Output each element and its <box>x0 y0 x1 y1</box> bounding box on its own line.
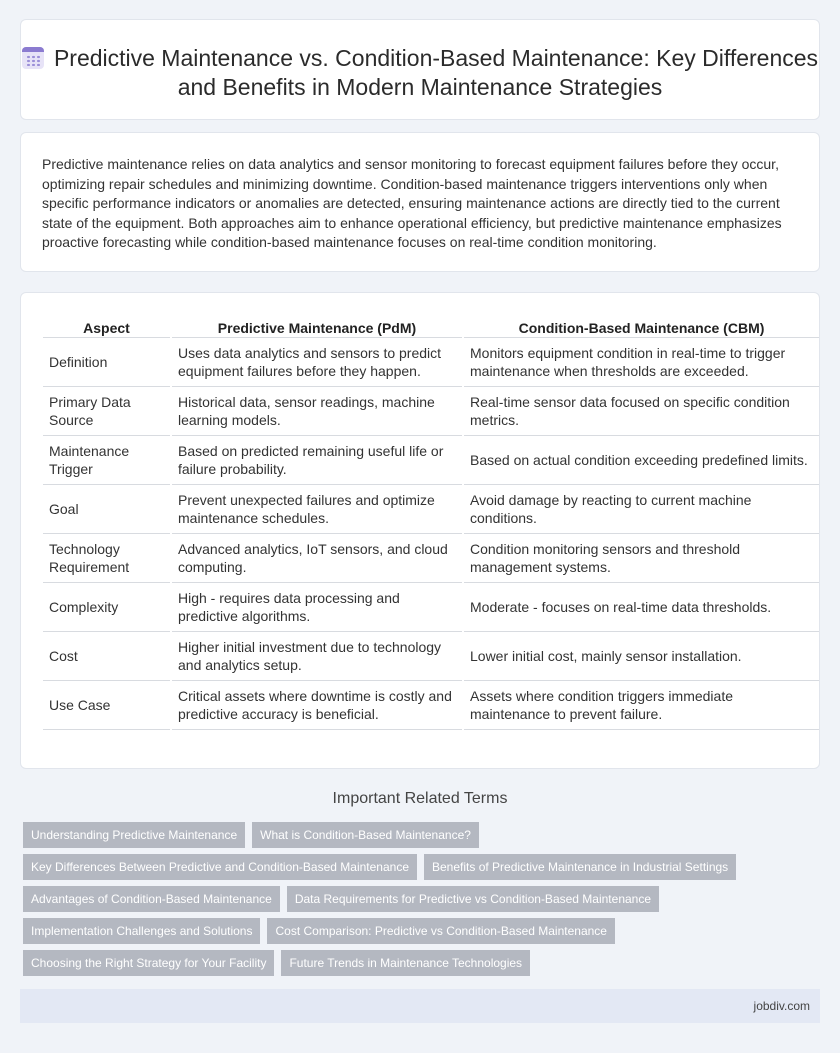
related-term-tag[interactable]: Choosing the Right Strategy for Your Facility <box>23 950 274 976</box>
related-terms-list <box>23 822 823 976</box>
aspect-cell: Use Case <box>43 680 171 729</box>
table-row <box>43 386 819 435</box>
table-row <box>43 435 819 484</box>
pdm-cell: Historical data, sensor readings, machine learning models. <box>171 386 463 435</box>
pdm-cell: High - requires data processing and predictive algorithms. <box>171 582 463 631</box>
table-row <box>43 631 819 680</box>
footer-site-link[interactable]: jobdiv.com <box>753 999 810 1013</box>
pdm-cell: Prevent unexpected failures and optimize maintenance schedules. <box>171 484 463 533</box>
aspect-cell: Goal <box>43 484 171 533</box>
cbm-cell: Lower initial cost, mainly sensor installation. <box>463 631 819 680</box>
table-row <box>43 582 819 631</box>
intro-paragraph: Predictive maintenance relies on data analytics and sensor monitoring to forecast equipment failures before they occur, optimizing repair schedules and minimizing downtime. Condition-based maintenance triggers interventions only when specific performance indicators or anomalies are detected, ensuring maintenance actions are directly tied to the current state of the equipment. Both approaches aim to enhance operational efficiency, but predictive maintenance emphasizes proactive forecasting while condition-based maintenance focuses on real-time condition monitoring. <box>42 156 782 250</box>
related-term-tag[interactable]: Data Requirements for Predictive vs Condition-Based Maintenance <box>287 886 659 912</box>
related-term-tag[interactable]: Benefits of Predictive Maintenance in Industrial Settings <box>424 854 736 880</box>
related-term-tag[interactable]: Future Trends in Maintenance Technologies <box>281 950 530 976</box>
related-term-tag[interactable]: What is Condition-Based Maintenance? <box>252 822 479 848</box>
table-row <box>43 533 819 582</box>
column-header-aspect: Aspect <box>43 315 171 337</box>
comparison-table-card <box>20 292 820 769</box>
pdm-cell: Critical assets where downtime is costly and predictive accuracy is beneficial. <box>171 680 463 729</box>
column-header-cbm: Condition-Based Maintenance (CBM) <box>463 315 819 337</box>
cbm-cell: Monitors equipment condition in real-time to trigger maintenance when thresholds are exceeded. <box>463 337 819 386</box>
column-header-pdm: Predictive Maintenance (PdM) <box>171 315 463 337</box>
cbm-cell: Real-time sensor data focused on specific condition metrics. <box>463 386 819 435</box>
footer <box>20 989 820 1023</box>
aspect-cell: Technology Requirement <box>43 533 171 582</box>
related-term-tag[interactable]: Cost Comparison: Predictive vs Condition-Based Maintenance <box>267 918 615 944</box>
pdm-cell: Higher initial investment due to technology and analytics setup. <box>171 631 463 680</box>
pdm-cell: Uses data analytics and sensors to predict equipment failures before they happen. <box>171 337 463 386</box>
table-row <box>43 484 819 533</box>
cbm-cell: Condition monitoring sensors and threshold management systems. <box>463 533 819 582</box>
pdm-cell: Based on predicted remaining useful life or failure probability. <box>171 435 463 484</box>
related-term-tag[interactable]: Key Differences Between Predictive and Condition-Based Maintenance <box>23 854 417 880</box>
aspect-cell: Primary Data Source <box>43 386 171 435</box>
intro-card <box>20 132 820 272</box>
aspect-cell: Cost <box>43 631 171 680</box>
aspect-cell: Definition <box>43 337 171 386</box>
table-header-row <box>43 315 819 337</box>
cbm-cell: Moderate - focuses on real-time data thresholds. <box>463 582 819 631</box>
related-term-tag[interactable]: Implementation Challenges and Solutions <box>23 918 260 944</box>
cbm-cell: Based on actual condition exceeding predefined limits. <box>463 435 819 484</box>
page-title <box>21 44 819 102</box>
related-term-tag[interactable]: Advantages of Condition-Based Maintenance <box>23 886 280 912</box>
calendar-icon <box>22 47 44 69</box>
title-card <box>20 19 820 120</box>
cbm-cell: Avoid damage by reacting to current machine conditions. <box>463 484 819 533</box>
table-row <box>43 680 819 729</box>
cbm-cell: Assets where condition triggers immediate maintenance to prevent failure. <box>463 680 819 729</box>
aspect-cell: Complexity <box>43 582 171 631</box>
related-term-tag[interactable]: Understanding Predictive Maintenance <box>23 822 245 848</box>
table-row <box>43 337 819 386</box>
pdm-cell: Advanced analytics, IoT sensors, and cloud computing. <box>171 533 463 582</box>
aspect-cell: Maintenance Trigger <box>43 435 171 484</box>
page-title-text: Predictive Maintenance vs. Condition-Based Maintenance: Key Differences and Benefits in Modern Maintenance Strategies <box>53 45 819 100</box>
related-terms-heading: Important Related Terms <box>332 790 508 807</box>
comparison-table <box>43 315 819 730</box>
